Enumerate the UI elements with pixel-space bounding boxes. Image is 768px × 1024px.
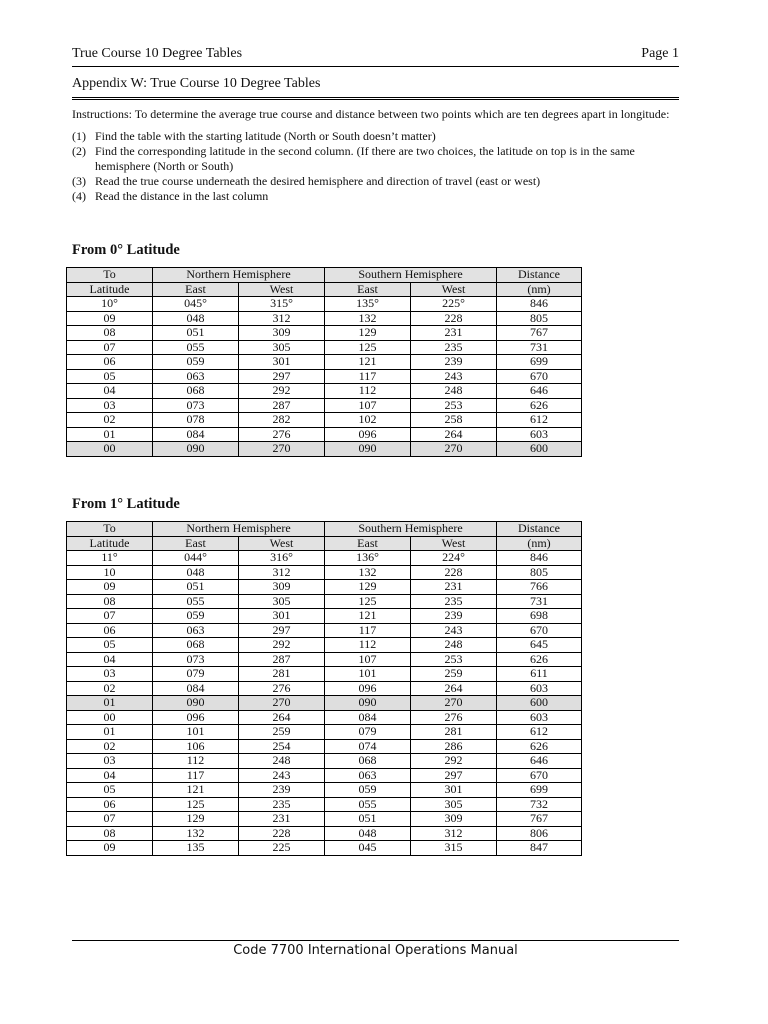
to-latitude-cell: 10	[67, 565, 153, 580]
south-west-cell: 301	[411, 783, 497, 798]
distance-cell: 767	[497, 812, 582, 827]
distance-cell: 603	[497, 427, 582, 442]
table-row	[67, 369, 582, 384]
table-row	[67, 652, 582, 667]
south-east-cell: 117	[325, 369, 411, 384]
south-west-cell: 253	[411, 652, 497, 667]
south-west-cell: 239	[411, 355, 497, 370]
south-west-cell: 259	[411, 667, 497, 682]
north-east-cell: 101	[153, 725, 239, 740]
north-west-cell: 239	[239, 783, 325, 798]
table-row	[67, 427, 582, 442]
to-latitude-cell: 01	[67, 696, 153, 711]
north-east-cell: 068	[153, 638, 239, 653]
south-east-cell: 074	[325, 739, 411, 754]
to-latitude-cell: 05	[67, 638, 153, 653]
north-east-cell: 051	[153, 326, 239, 341]
north-east-cell: 048	[153, 565, 239, 580]
north-east-cell: 129	[153, 812, 239, 827]
north-east-cell: 096	[153, 710, 239, 725]
distance-cell: 646	[497, 384, 582, 399]
distance-cell: 731	[497, 340, 582, 355]
north-west-cell: 292	[239, 638, 325, 653]
south-east-cell: 096	[325, 427, 411, 442]
south-west-cell: 309	[411, 812, 497, 827]
distance-cell: 645	[497, 638, 582, 653]
south-west-cell: 243	[411, 623, 497, 638]
north-east-cell: 084	[153, 681, 239, 696]
north-west-cell: 301	[239, 609, 325, 624]
south-east-cell: 121	[325, 609, 411, 624]
to-latitude-cell: 04	[67, 384, 153, 399]
instruction-steps	[72, 129, 679, 204]
south-west-cell: 270	[411, 442, 497, 457]
north-west-cell: 231	[239, 812, 325, 827]
to-latitude-cell: 02	[67, 413, 153, 428]
distance-cell: 846	[497, 297, 582, 312]
header-latitude: Latitude	[67, 536, 153, 551]
south-east-cell: 084	[325, 710, 411, 725]
header-west: West	[411, 282, 497, 297]
north-east-cell: 132	[153, 826, 239, 841]
to-latitude-cell: 08	[67, 326, 153, 341]
south-east-cell: 096	[325, 681, 411, 696]
to-latitude-cell: 07	[67, 812, 153, 827]
south-west-cell: 315	[411, 841, 497, 856]
north-east-cell: 112	[153, 754, 239, 769]
south-east-cell: 112	[325, 638, 411, 653]
north-west-cell: 312	[239, 311, 325, 326]
distance-cell: 600	[497, 696, 582, 711]
header-west: West	[411, 536, 497, 551]
distance-cell: 698	[497, 609, 582, 624]
south-west-cell: 225°	[411, 297, 497, 312]
distance-cell: 805	[497, 565, 582, 580]
north-east-cell: 084	[153, 427, 239, 442]
to-latitude-cell: 08	[67, 826, 153, 841]
distance-cell: 670	[497, 369, 582, 384]
to-latitude-cell: 11°	[67, 551, 153, 566]
south-west-cell: 248	[411, 384, 497, 399]
true-course-table-0	[66, 267, 582, 457]
to-latitude-cell: 06	[67, 797, 153, 812]
north-west-cell: 292	[239, 384, 325, 399]
to-latitude-cell: 03	[67, 754, 153, 769]
south-west-cell: 235	[411, 340, 497, 355]
south-east-cell: 059	[325, 783, 411, 798]
distance-cell: 646	[497, 754, 582, 769]
to-latitude-cell: 04	[67, 652, 153, 667]
distance-cell: 626	[497, 739, 582, 754]
north-west-cell: 312	[239, 565, 325, 580]
south-west-cell: 231	[411, 326, 497, 341]
north-east-cell: 079	[153, 667, 239, 682]
north-west-cell: 235	[239, 797, 325, 812]
header-title: True Course 10 Degree Tables	[72, 46, 243, 61]
table-title-0: From 0° Latitude	[72, 242, 180, 258]
header-northern-hemisphere: Northern Hemisphere	[153, 522, 325, 537]
north-east-cell: 055	[153, 340, 239, 355]
to-latitude-cell: 03	[67, 667, 153, 682]
table-row	[67, 754, 582, 769]
south-east-cell: 107	[325, 652, 411, 667]
north-east-cell: 055	[153, 594, 239, 609]
south-east-cell: 125	[325, 594, 411, 609]
table-row	[67, 609, 582, 624]
north-east-cell: 045°	[153, 297, 239, 312]
table-row	[67, 768, 582, 783]
north-west-cell: 316°	[239, 551, 325, 566]
north-east-cell: 051	[153, 580, 239, 595]
to-latitude-cell: 06	[67, 355, 153, 370]
north-west-cell: 309	[239, 580, 325, 595]
north-west-cell: 259	[239, 725, 325, 740]
south-east-cell: 132	[325, 565, 411, 580]
north-west-cell: 305	[239, 594, 325, 609]
north-west-cell: 301	[239, 355, 325, 370]
table-row	[67, 812, 582, 827]
north-east-cell: 048	[153, 311, 239, 326]
distance-cell: 670	[497, 768, 582, 783]
south-west-cell: 258	[411, 413, 497, 428]
distance-cell: 600	[497, 442, 582, 457]
south-east-cell: 045	[325, 841, 411, 856]
to-latitude-cell: 09	[67, 841, 153, 856]
south-east-cell: 129	[325, 326, 411, 341]
table-row	[67, 638, 582, 653]
table-row	[67, 783, 582, 798]
distance-cell: 731	[497, 594, 582, 609]
south-west-cell: 228	[411, 565, 497, 580]
south-west-cell: 270	[411, 696, 497, 711]
north-east-cell: 068	[153, 384, 239, 399]
table-row	[67, 442, 582, 457]
table-row	[67, 667, 582, 682]
table-row	[67, 311, 582, 326]
header-northern-hemisphere: Northern Hemisphere	[153, 268, 325, 283]
south-west-cell: 297	[411, 768, 497, 783]
south-east-cell: 121	[325, 355, 411, 370]
instruction-step: (4) Read the distance in the last column	[72, 189, 269, 203]
south-west-cell: 243	[411, 369, 497, 384]
north-west-cell: 276	[239, 681, 325, 696]
south-east-cell: 101	[325, 667, 411, 682]
south-west-cell: 281	[411, 725, 497, 740]
page-footer: Code 7700 International Operations Manual	[233, 943, 518, 958]
table-row	[67, 413, 582, 428]
south-east-cell: 125	[325, 340, 411, 355]
north-west-cell: 287	[239, 652, 325, 667]
table-title-1: From 1° Latitude	[72, 496, 180, 512]
north-west-cell: 276	[239, 427, 325, 442]
south-west-cell: 228	[411, 311, 497, 326]
north-east-cell: 117	[153, 768, 239, 783]
north-west-cell: 305	[239, 340, 325, 355]
north-west-cell: 264	[239, 710, 325, 725]
table-row	[67, 297, 582, 312]
to-latitude-cell: 07	[67, 609, 153, 624]
table-row	[67, 797, 582, 812]
table-row	[67, 710, 582, 725]
distance-cell: 699	[497, 783, 582, 798]
table-row	[67, 841, 582, 856]
true-course-table-1	[66, 521, 582, 856]
distance-cell: 612	[497, 725, 582, 740]
south-west-cell: 239	[411, 609, 497, 624]
header-to: To	[67, 268, 153, 283]
table-row	[67, 565, 582, 580]
table-row	[67, 826, 582, 841]
south-east-cell: 132	[325, 311, 411, 326]
to-latitude-cell: 05	[67, 369, 153, 384]
south-east-cell: 135°	[325, 297, 411, 312]
footer-divider	[72, 940, 679, 941]
appendix-title: Appendix W: True Course 10 Degree Tables	[72, 76, 679, 100]
south-east-cell: 136°	[325, 551, 411, 566]
north-east-cell: 044°	[153, 551, 239, 566]
north-west-cell: 282	[239, 413, 325, 428]
south-west-cell: 292	[411, 754, 497, 769]
south-east-cell: 107	[325, 398, 411, 413]
distance-cell: 806	[497, 826, 582, 841]
north-east-cell: 106	[153, 739, 239, 754]
south-west-cell: 235	[411, 594, 497, 609]
header-nm: (nm)	[497, 536, 582, 551]
north-west-cell: 315°	[239, 297, 325, 312]
north-west-cell: 270	[239, 442, 325, 457]
table-row	[67, 739, 582, 754]
south-west-cell: 231	[411, 580, 497, 595]
north-west-cell: 281	[239, 667, 325, 682]
header-east: East	[153, 536, 239, 551]
distance-cell: 766	[497, 580, 582, 595]
instruction-step: (1) Find the table with the starting latitude (North or South doesn’t matter)	[72, 129, 436, 143]
header-distance: Distance	[497, 522, 582, 537]
to-latitude-cell: 05	[67, 783, 153, 798]
north-east-cell: 063	[153, 623, 239, 638]
south-west-cell: 253	[411, 398, 497, 413]
south-east-cell: 112	[325, 384, 411, 399]
distance-cell: 732	[497, 797, 582, 812]
north-west-cell: 243	[239, 768, 325, 783]
north-west-cell: 254	[239, 739, 325, 754]
north-west-cell: 248	[239, 754, 325, 769]
header-to: To	[67, 522, 153, 537]
north-east-cell: 121	[153, 783, 239, 798]
north-east-cell: 125	[153, 797, 239, 812]
north-east-cell: 090	[153, 442, 239, 457]
table-row	[67, 580, 582, 595]
north-east-cell: 078	[153, 413, 239, 428]
instruction-step: (2) Find the corresponding latitude in the second column. (If there are two choices, the latitude on top is in the same hemisphere (North or South)	[72, 144, 635, 173]
table-row	[67, 340, 582, 355]
distance-cell: 626	[497, 398, 582, 413]
to-latitude-cell: 07	[67, 340, 153, 355]
header-nm: (nm)	[497, 282, 582, 297]
south-east-cell: 102	[325, 413, 411, 428]
to-latitude-cell: 01	[67, 725, 153, 740]
header-east: East	[325, 536, 411, 551]
north-west-cell: 270	[239, 696, 325, 711]
header-west: West	[239, 282, 325, 297]
north-west-cell: 309	[239, 326, 325, 341]
page-header	[72, 46, 679, 67]
south-east-cell: 117	[325, 623, 411, 638]
south-east-cell: 068	[325, 754, 411, 769]
distance-cell: 611	[497, 667, 582, 682]
header-distance: Distance	[497, 268, 582, 283]
south-west-cell: 312	[411, 826, 497, 841]
south-east-cell: 079	[325, 725, 411, 740]
north-west-cell: 225	[239, 841, 325, 856]
north-east-cell: 090	[153, 696, 239, 711]
header-east: East	[153, 282, 239, 297]
to-latitude-cell: 08	[67, 594, 153, 609]
instruction-step: (3) Read the true course underneath the desired hemisphere and direction of travel (east or west)	[72, 174, 541, 188]
to-latitude-cell: 01	[67, 427, 153, 442]
instructions	[72, 107, 679, 204]
to-latitude-cell: 00	[67, 710, 153, 725]
south-west-cell: 264	[411, 681, 497, 696]
to-latitude-cell: 10°	[67, 297, 153, 312]
table-row	[67, 355, 582, 370]
south-west-cell: 276	[411, 710, 497, 725]
table-body	[67, 297, 582, 457]
header-southern-hemisphere: Southern Hemisphere	[325, 522, 497, 537]
north-west-cell: 297	[239, 623, 325, 638]
table-body	[67, 551, 582, 856]
to-latitude-cell: 02	[67, 739, 153, 754]
south-west-cell: 224°	[411, 551, 497, 566]
header-latitude: Latitude	[67, 282, 153, 297]
table-row	[67, 398, 582, 413]
north-east-cell: 073	[153, 398, 239, 413]
north-east-cell: 135	[153, 841, 239, 856]
south-east-cell: 090	[325, 696, 411, 711]
distance-cell: 603	[497, 710, 582, 725]
distance-cell: 670	[497, 623, 582, 638]
to-latitude-cell: 06	[67, 623, 153, 638]
table-row	[67, 384, 582, 399]
south-west-cell: 248	[411, 638, 497, 653]
south-east-cell: 055	[325, 797, 411, 812]
north-west-cell: 287	[239, 398, 325, 413]
south-west-cell: 305	[411, 797, 497, 812]
south-east-cell: 090	[325, 442, 411, 457]
to-latitude-cell: 09	[67, 311, 153, 326]
header-east: East	[325, 282, 411, 297]
to-latitude-cell: 02	[67, 681, 153, 696]
to-latitude-cell: 03	[67, 398, 153, 413]
page-number: Page 1	[641, 46, 679, 61]
table-row	[67, 725, 582, 740]
north-east-cell: 063	[153, 369, 239, 384]
south-west-cell: 286	[411, 739, 497, 754]
north-west-cell: 297	[239, 369, 325, 384]
table-row	[67, 551, 582, 566]
distance-cell: 847	[497, 841, 582, 856]
south-east-cell: 063	[325, 768, 411, 783]
north-west-cell: 228	[239, 826, 325, 841]
table-row	[67, 594, 582, 609]
north-east-cell: 059	[153, 609, 239, 624]
table-row	[67, 326, 582, 341]
distance-cell: 767	[497, 326, 582, 341]
south-east-cell: 048	[325, 826, 411, 841]
distance-cell: 846	[497, 551, 582, 566]
distance-cell: 626	[497, 652, 582, 667]
distance-cell: 699	[497, 355, 582, 370]
north-east-cell: 073	[153, 652, 239, 667]
instructions-intro: Instructions: To determine the average true course and distance between two points which are ten degrees apart in longitude:	[72, 107, 670, 121]
to-latitude-cell: 00	[67, 442, 153, 457]
table-row	[67, 696, 582, 711]
distance-cell: 612	[497, 413, 582, 428]
header-west: West	[239, 536, 325, 551]
north-east-cell: 059	[153, 355, 239, 370]
to-latitude-cell: 04	[67, 768, 153, 783]
distance-cell: 603	[497, 681, 582, 696]
distance-cell: 805	[497, 311, 582, 326]
to-latitude-cell: 09	[67, 580, 153, 595]
table-row	[67, 623, 582, 638]
south-east-cell: 129	[325, 580, 411, 595]
south-west-cell: 264	[411, 427, 497, 442]
header-southern-hemisphere: Southern Hemisphere	[325, 268, 497, 283]
south-east-cell: 051	[325, 812, 411, 827]
table-row	[67, 681, 582, 696]
